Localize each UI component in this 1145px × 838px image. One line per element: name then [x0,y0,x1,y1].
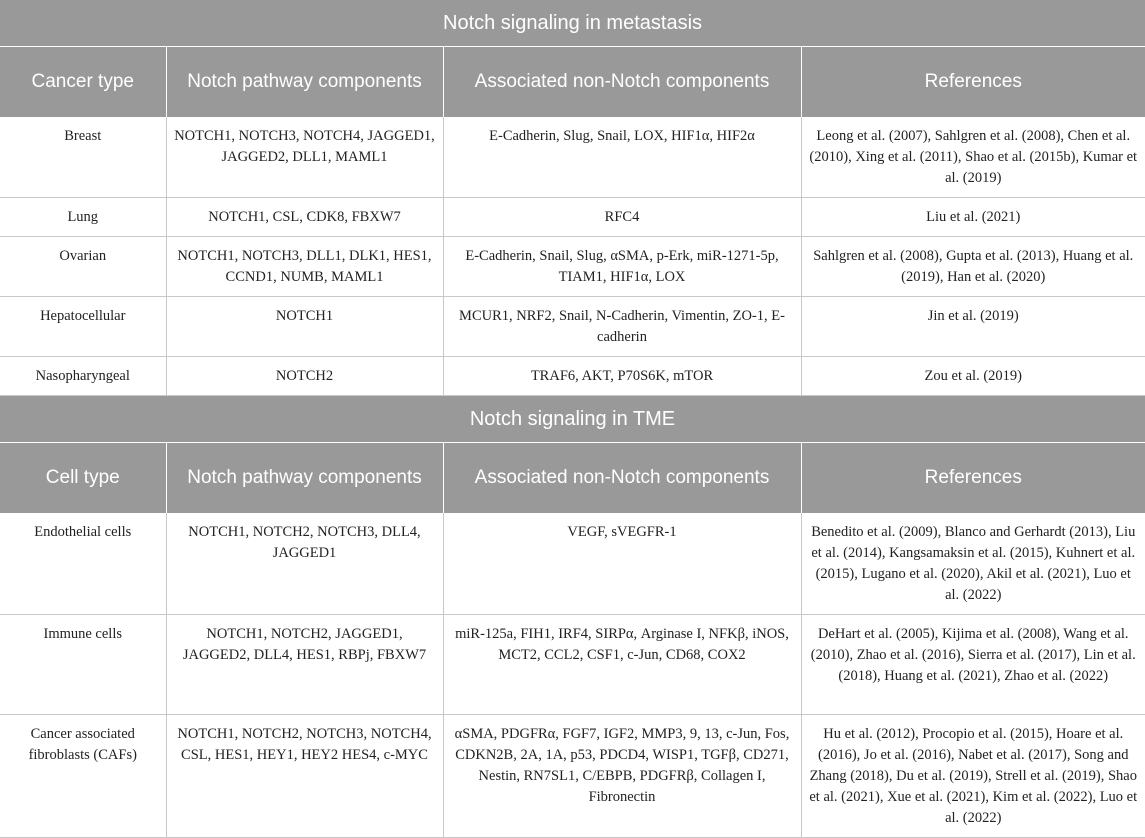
table-row [0,237,1145,297]
notch-components-cell: NOTCH1, NOTCH2, JAGGED1, JAGGED2, DLL4, HES1, RBPj, FBXW7 [166,615,443,715]
non-notch-components-cell: VEGF, sVEGFR-1 [443,513,801,615]
notch-components-cell: NOTCH2 [166,357,443,396]
table-row [0,615,1145,715]
section-header-tme [0,396,1145,443]
non-notch-components-cell: miR-125a, FIH1, IRF4, SIRPα, Arginase I, NFKβ, iNOS, MCT2, CCL2, CSF1, c-Jun, CD68, COX2 [443,615,801,715]
references-cell: DeHart et al. (2005), Kijima et al. (2008), Wang et al. (2010), Zhao et al. (2016), Sierra et al. (2017), Lin et al. (2018), Huang et al. (2021), Zhao et al. (2022) [801,615,1145,715]
notch-components-cell: NOTCH1, NOTCH2, NOTCH3, DLL4, JAGGED1 [166,513,443,615]
column-header-references: References [801,443,1145,514]
column-header-notch-components: Notch pathway components [166,443,443,514]
cancer-type-cell: Hepatocellular [0,297,166,357]
references-cell: Jin et al. (2019) [801,297,1145,357]
table-row [0,357,1145,396]
non-notch-components-cell: αSMA, PDGFRα, FGF7, IGF2, MMP3, 9, 13, c-Jun, Fos, CDKN2B, 2A, 1A, p53, PDCD4, WISP1, TGFβ, CD271, Nestin, RN7SL1, C/EBPB, PDGFRβ, Collagen I, Fibronectin [443,715,801,838]
references-cell: Zou et al. (2019) [801,357,1145,396]
column-header-cancer-type: Cancer type [0,47,166,118]
column-header-row [0,47,1145,118]
section-header-metastasis [0,0,1145,47]
column-header-non-notch-components: Associated non-Notch components [443,47,801,118]
references-cell: Liu et al. (2021) [801,198,1145,237]
section-title: Notch signaling in metastasis [0,0,1145,47]
notch-components-cell: NOTCH1 [166,297,443,357]
non-notch-components-cell: TRAF6, AKT, P70S6K, mTOR [443,357,801,396]
non-notch-components-cell: E-Cadherin, Slug, Snail, LOX, HIF1α, HIF2α [443,117,801,198]
references-cell: Leong et al. (2007), Sahlgren et al. (2008), Chen et al. (2010), Xing et al. (2011), Shao et al. (2015b), Kumar et al. (2019) [801,117,1145,198]
notch-components-cell: NOTCH1, CSL, CDK8, FBXW7 [166,198,443,237]
cancer-type-cell: Breast [0,117,166,198]
table-row [0,513,1145,615]
notch-components-cell: NOTCH1, NOTCH3, NOTCH4, JAGGED1, JAGGED2, DLL1, MAML1 [166,117,443,198]
table-row [0,198,1145,237]
cell-type-cell: Endothelial cells [0,513,166,615]
column-header-cell-type: Cell type [0,443,166,514]
notch-components-cell: NOTCH1, NOTCH3, DLL1, DLK1, HES1, CCND1, NUMB, MAML1 [166,237,443,297]
column-header-references: References [801,47,1145,118]
cancer-type-cell: Lung [0,198,166,237]
cancer-type-cell: Nasopharyngeal [0,357,166,396]
section-title: Notch signaling in TME [0,396,1145,443]
non-notch-components-cell: E-Cadherin, Snail, Slug, αSMA, p-Erk, miR-1271-5p, TIAM1, HIF1α, LOX [443,237,801,297]
non-notch-components-cell: MCUR1, NRF2, Snail, N-Cadherin, Vimentin, ZO-1, E-cadherin [443,297,801,357]
column-header-notch-components: Notch pathway components [166,47,443,118]
column-header-non-notch-components: Associated non-Notch components [443,443,801,514]
cell-type-cell: Cancer associated fibroblasts (CAFs) [0,715,166,838]
notch-components-cell: NOTCH1, NOTCH2, NOTCH3, NOTCH4, CSL, HES1, HEY1, HEY2 HES4, c-MYC [166,715,443,838]
cancer-type-cell: Ovarian [0,237,166,297]
references-cell: Hu et al. (2012), Procopio et al. (2015), Hoare et al. (2016), Jo et al. (2016), Nabet et al. (2017), Song and Zhang (2018), Du et al. (2019), Strell et al. (2019), Shao et al. (2021), Xue et al. (2021), Kim et al. (2022), Luo et al. (2022) [801,715,1145,838]
cell-type-cell: Immune cells [0,615,166,715]
table-row [0,117,1145,198]
table-row [0,297,1145,357]
column-header-row [0,443,1145,514]
references-cell: Benedito et al. (2009), Blanco and Gerhardt (2013), Liu et al. (2014), Kangsamaksin et al. (2015), Kuhnert et al. (2015), Lugano et al. (2020), Akil et al. (2021), Luo et al. (2022) [801,513,1145,615]
table-row [0,715,1145,838]
non-notch-components-cell: RFC4 [443,198,801,237]
references-cell: Sahlgren et al. (2008), Gupta et al. (2013), Huang et al. (2019), Han et al. (2020) [801,237,1145,297]
